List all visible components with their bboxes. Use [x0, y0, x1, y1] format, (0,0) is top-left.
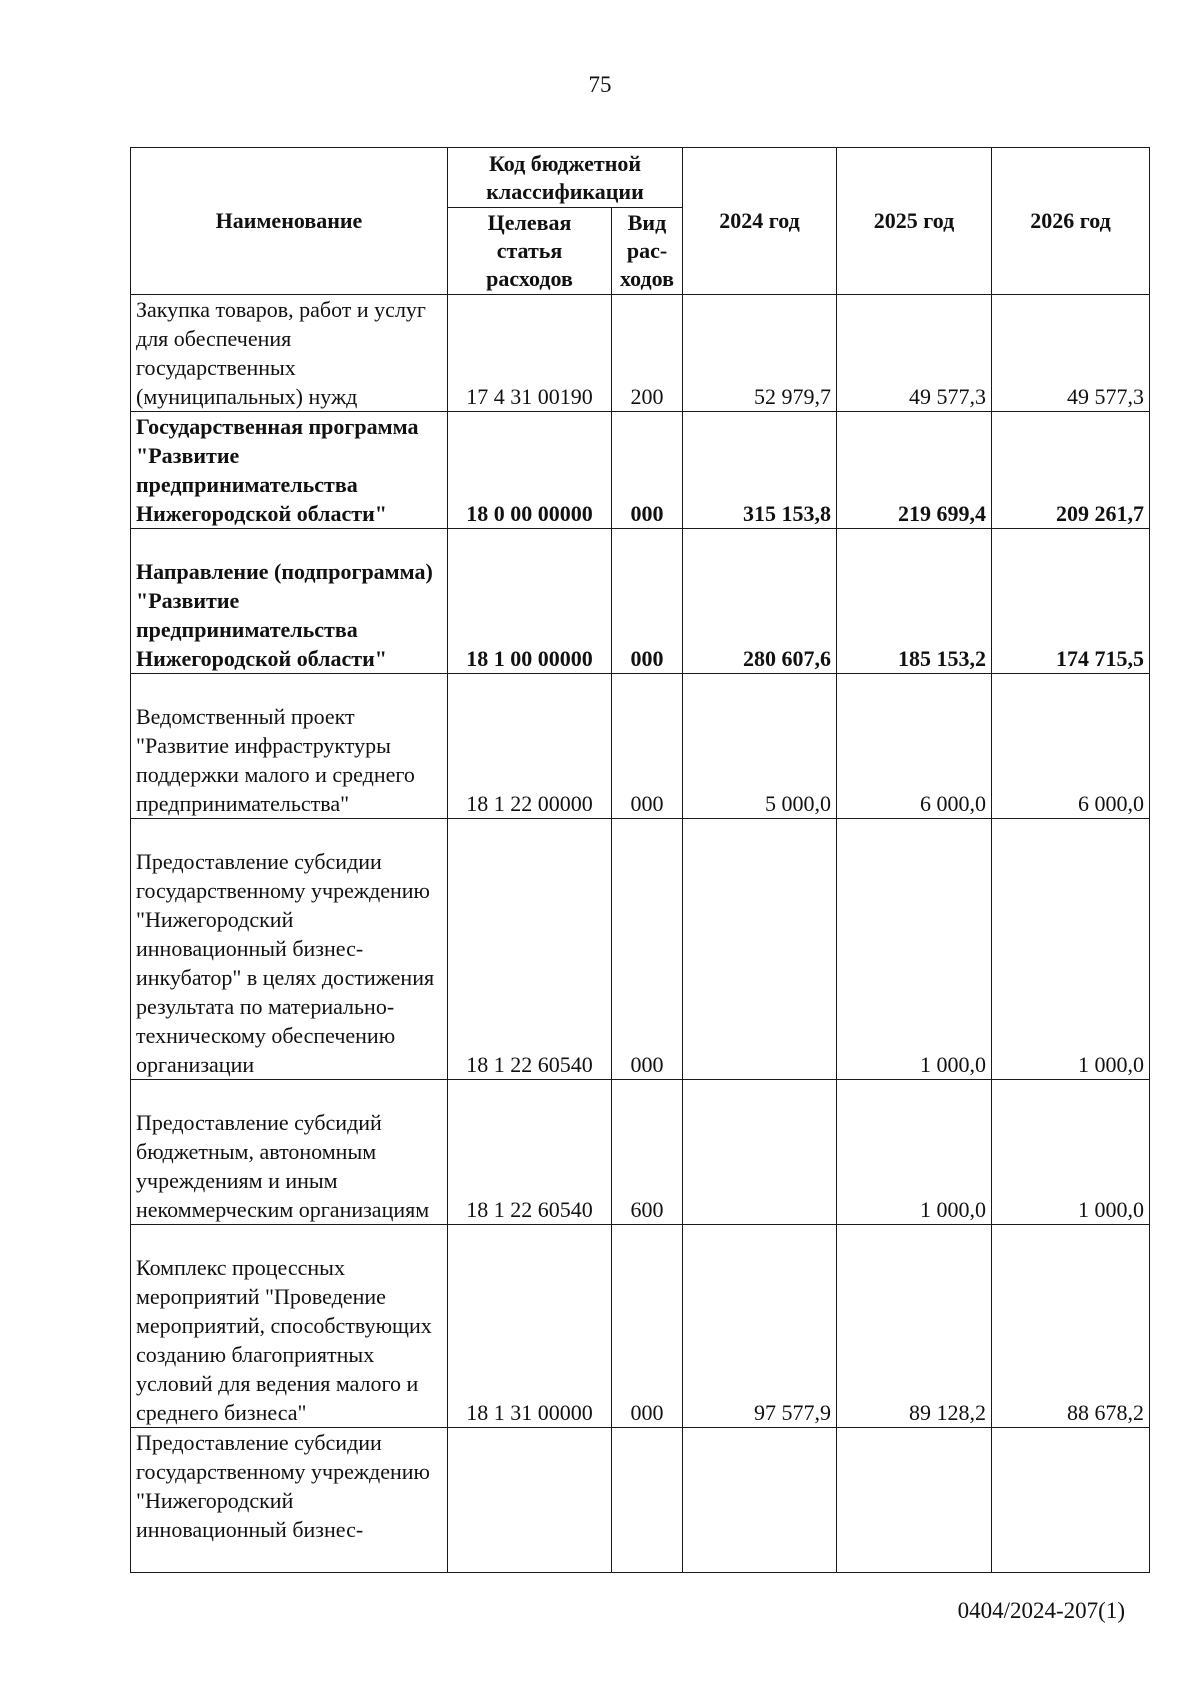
- row-2025: [837, 1428, 992, 1573]
- header-code-group: Код бюджетной классификации: [448, 148, 683, 208]
- row-name: Предоставление субсидий бюджетным, автономным учреждениям и иным некоммерческим организациям: [131, 1080, 448, 1225]
- row-name: Закупка товаров, работ и услуг для обеспечения государственных (муниципальных) нужд: [131, 295, 448, 412]
- row-2026: [992, 1428, 1150, 1573]
- table-row: [131, 1080, 1150, 1225]
- row-2026: 49 577,3: [992, 295, 1150, 412]
- row-2026: 1 000,0: [992, 819, 1150, 1080]
- table-row: [131, 819, 1150, 1080]
- row-kind: 600: [612, 1080, 683, 1225]
- row-2024: 52 979,7: [683, 295, 837, 412]
- header-name: Наименование: [131, 148, 448, 295]
- document-id: 0404/2024-207(1): [957, 1598, 1125, 1623]
- row-2024: [683, 1428, 837, 1573]
- table-row: [131, 674, 1150, 819]
- row-2025: 219 699,4: [837, 412, 992, 529]
- row-kind: 000: [612, 674, 683, 819]
- page-number: 75: [588, 72, 612, 97]
- row-code: 18 1 31 00000: [448, 1225, 612, 1428]
- row-2024: 5 000,0: [683, 674, 837, 819]
- row-kind: 200: [612, 295, 683, 412]
- row-2024: 315 153,8: [683, 412, 837, 529]
- budget-table: [130, 147, 1150, 1573]
- table-row: [131, 529, 1150, 674]
- row-2026: 209 261,7: [992, 412, 1150, 529]
- row-2024: [683, 1080, 837, 1225]
- row-2025: 89 128,2: [837, 1225, 992, 1428]
- row-name: Предоставление субсидии государственному учреждению "Нижегородский инновационный бизнес-: [131, 1428, 448, 1573]
- row-2025: 185 153,2: [837, 529, 992, 674]
- row-2026: 1 000,0: [992, 1080, 1150, 1225]
- row-2026: 174 715,5: [992, 529, 1150, 674]
- row-name: Ведомственный проект "Развитие инфраструктуры поддержки малого и среднего предпринимательства": [131, 674, 448, 819]
- row-2026: 6 000,0: [992, 674, 1150, 819]
- row-code: 17 4 31 00190: [448, 295, 612, 412]
- table-row: [131, 412, 1150, 529]
- row-2025: 1 000,0: [837, 1080, 992, 1225]
- row-2025: 6 000,0: [837, 674, 992, 819]
- row-2026: 88 678,2: [992, 1225, 1150, 1428]
- header-2024: 2024 год: [683, 148, 837, 295]
- header-2025: 2025 год: [837, 148, 992, 295]
- row-code: 18 0 00 00000: [448, 412, 612, 529]
- row-name: Предоставление субсидии государственному учреждению "Нижегородский инновационный бизнес-инкубатор" в целях достижения результата по материально-техническому обеспечению организации: [131, 819, 448, 1080]
- row-code: 18 1 22 60540: [448, 819, 612, 1080]
- table-row: [131, 1428, 1150, 1573]
- header-target-article: Целевая статья расходов: [448, 208, 612, 295]
- row-kind: [612, 1428, 683, 1573]
- row-name: Направление (подпрограмма) "Развитие предпринимательства Нижегородской области": [131, 529, 448, 674]
- row-2024: [683, 819, 837, 1080]
- header-2026: 2026 год: [992, 148, 1150, 295]
- table-row: [131, 1225, 1150, 1428]
- row-2025: 1 000,0: [837, 819, 992, 1080]
- row-code: 18 1 22 00000: [448, 674, 612, 819]
- row-name: Комплекс процессных мероприятий "Проведение мероприятий, способствующих созданию благоприятных условий для ведения малого и среднего бизнеса": [131, 1225, 448, 1428]
- row-kind: 000: [612, 412, 683, 529]
- row-code: 18 1 22 60540: [448, 1080, 612, 1225]
- row-2024: 97 577,9: [683, 1225, 837, 1428]
- row-code: [448, 1428, 612, 1573]
- row-kind: 000: [612, 819, 683, 1080]
- row-kind: 000: [612, 529, 683, 674]
- row-code: 18 1 00 00000: [448, 529, 612, 674]
- row-2025: 49 577,3: [837, 295, 992, 412]
- row-kind: 000: [612, 1225, 683, 1428]
- table-row: [131, 295, 1150, 412]
- row-name: Государственная программа "Развитие предпринимательства Нижегородской области": [131, 412, 448, 529]
- row-2024: 280 607,6: [683, 529, 837, 674]
- header-expense-type: Вид рас-ходов: [612, 208, 683, 295]
